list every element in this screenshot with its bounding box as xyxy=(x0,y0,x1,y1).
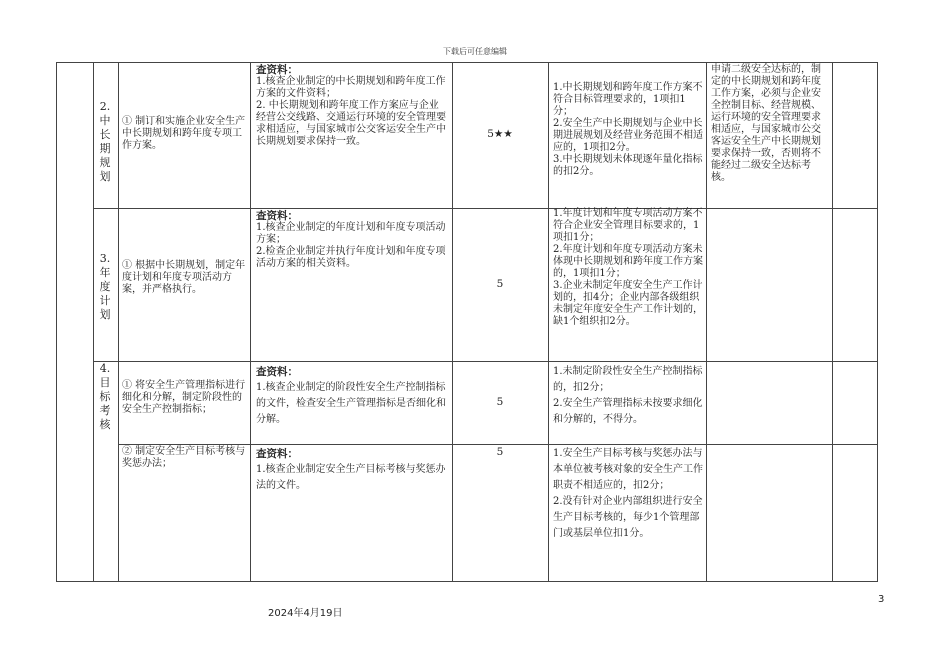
scoring-criteria xyxy=(553,364,703,428)
scoring-criteria xyxy=(553,208,703,328)
score: 5★★ xyxy=(487,128,513,140)
item-content: ② 制定安全生产目标考核与奖惩办法； xyxy=(122,446,246,469)
scoring-criteria xyxy=(553,82,703,178)
score: 5 xyxy=(496,396,504,408)
criterion: 1.未制定阶段性安全生产控制指标的，扣2分； xyxy=(553,366,703,393)
item-name: 4.目标考核 xyxy=(99,362,111,431)
review-step: 2.检查企业制定并执行年度计划和年度专项活动方案的相关资料。 xyxy=(256,246,446,269)
review-method xyxy=(256,210,448,270)
item-content: ① 制订和实施企业安全生产中长期规划和跨年度专项工作方案。 xyxy=(122,116,246,151)
review-step: 1.核查企业制定的年度计划和年度专项活动方案； xyxy=(256,222,446,245)
review-title: 查资料： xyxy=(256,210,298,222)
item-name: 2.中长期规划 xyxy=(99,100,111,183)
footer-date: 2024年4月19日 xyxy=(268,608,343,619)
review-title: 查资料： xyxy=(256,64,298,76)
review-method xyxy=(256,64,448,148)
review-step: 1.核查企业制定的中长期规划和跨年度工作方案的文件资料； xyxy=(256,76,446,99)
criterion: 3.中长期规划未体现逐年量化指标的扣2分。 xyxy=(553,154,703,177)
item-content: ① 根据中长期规划，制定年度计划和年度专项活动方案，并严格执行。 xyxy=(122,260,246,295)
criterion: 1.年度计划和年度专项活动方案不符合企业安全管理目标要求的，1项扣1分； xyxy=(553,208,703,243)
review-title: 查资料： xyxy=(256,448,298,460)
assessment-table xyxy=(56,62,878,582)
page-number: 3 xyxy=(878,594,885,605)
item-content: ① 将安全生产管理指标进行细化和分解，制定阶段性的安全生产控制指标； xyxy=(122,380,246,415)
review-title: 查资料： xyxy=(256,366,298,378)
review-method xyxy=(256,446,448,494)
score: 5 xyxy=(496,446,504,458)
review-step: 1.核查企业制定安全生产目标考核与奖惩办法的文件。 xyxy=(256,464,446,491)
remark: 申请二级安全达标的，制定的中长期规划和跨年度工作方案，必须与企业安全控制目标、经营规模、运行环境的安全管理要求相适应，与国家城市公交客运安全生产中长期规划要求保持一致，否则将不能经过二级安全达标考核。 xyxy=(711,64,821,183)
review-step: 2. 中长期规划和跨年度工作方案应与企业经营公交线路、交通运行环境的安全管理要求相适应，与国家城市公交客运安全生产中长期规划要求保持一致。 xyxy=(256,100,446,147)
header-note: 下载后可任意编辑 xyxy=(443,47,507,56)
item-name: 3.年度计划 xyxy=(99,252,111,321)
scoring-criteria xyxy=(553,446,703,542)
criterion: 2.安全生产中长期规划与企业中长期进展规划及经营业务范围不相适应的，1项扣2分。 xyxy=(553,118,703,153)
score: 5 xyxy=(496,278,504,290)
criterion: 1.中长期规划和跨年度工作方案不符合目标管理要求的，1项扣1分； xyxy=(553,82,703,117)
criterion: 1.安全生产目标考核与奖惩办法与本单位被考核对象的安全生产工作职责不相适应的，扣2分； xyxy=(553,448,703,491)
criterion: 2.年度计划和年度专项活动方案未体现中长期规划和跨年度工作方案的，1项扣1分； xyxy=(553,244,703,279)
review-step: 1.核查企业制定的阶段性安全生产控制指标的文件，检查安全生产管理指标是否细化和分解。 xyxy=(256,382,446,425)
criterion: 2.安全生产管理指标未按要求细化和分解的，不得分。 xyxy=(553,398,703,425)
criterion: 2.没有针对企业内部组织进行安全生产目标考核的，每少1个管理部门或基层单位扣1分。 xyxy=(553,496,703,539)
criterion: 3.企业未制定年度安全生产工作计划的，扣4分；企业内部各级组织未制定年度安全生产工作计划的，缺1个组织扣2分。 xyxy=(553,280,703,327)
review-method xyxy=(256,364,448,428)
